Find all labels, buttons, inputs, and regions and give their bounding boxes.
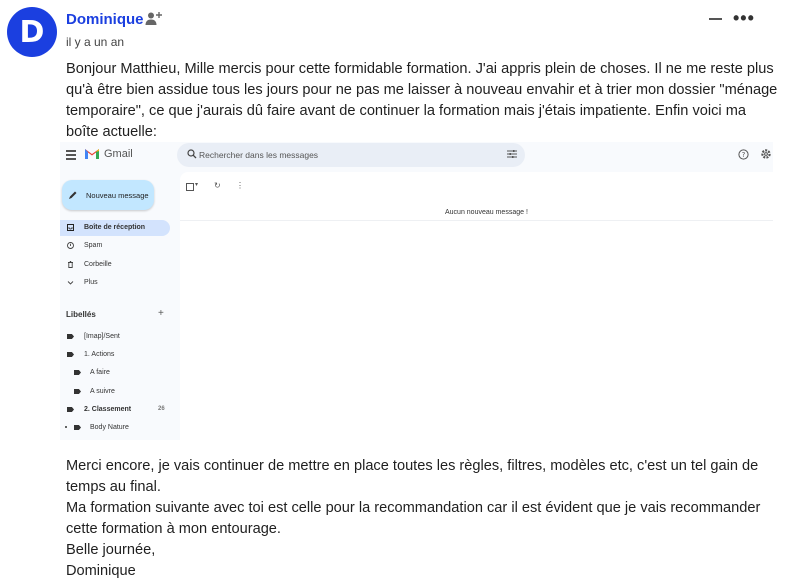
chevron-down-icon (67, 279, 74, 286)
comment-line: Belle journée, (66, 542, 156, 558)
label-tag-icon (74, 389, 81, 394)
collapse-button[interactable] (706, 12, 724, 26)
compose-label: Nouveau message (86, 191, 149, 200)
expand-dot-icon (65, 426, 67, 428)
label-name: A suivre (90, 388, 115, 395)
label-count: 26 (158, 406, 165, 412)
help-icon (738, 149, 749, 160)
more-options-button[interactable]: ••• (733, 8, 755, 28)
nav-item-trash (60, 257, 170, 273)
label-item (60, 329, 170, 345)
gmail-logo-icon (84, 147, 100, 160)
comment-line: Merci encore, je vais continuer de mettre en place toutes les règles, filtres, modèles etc, c'est un tel gain de temps au final. (66, 458, 759, 495)
nav-label: Plus (84, 279, 98, 286)
label-name: Body Nature (90, 424, 129, 431)
label-tag-icon (74, 370, 81, 375)
nav-label: Boîte de réception (84, 224, 146, 231)
nav-item-more (60, 275, 170, 291)
trash-icon (67, 261, 74, 268)
label-item (60, 384, 170, 400)
nav-label: Corbeille (84, 261, 112, 268)
label-name: 2. Classement (84, 406, 132, 413)
empty-inbox-message: Aucun nouveau message ! (445, 209, 528, 216)
add-label-icon: + (158, 308, 164, 319)
spam-icon (67, 242, 74, 249)
label-name: A faire (90, 369, 110, 376)
label-item (60, 420, 170, 436)
divider (180, 220, 773, 221)
label-name: 1. Actions (84, 351, 115, 358)
gmail-search-bar (177, 143, 525, 167)
gmail-app-name: Gmail (104, 148, 133, 160)
caret-down-icon: ▾ (195, 182, 199, 188)
nav-item-inbox (60, 220, 170, 236)
select-checkbox-icon (186, 183, 194, 191)
comment-paragraph-2 (66, 456, 782, 582)
comment-timestamp: il y a un an (66, 35, 125, 49)
comment-line: Ma formation suivante avec toi est celle pour la recommandation car il est évident que je vais recommander cette formation à mon entourage. (66, 500, 761, 537)
minus-icon (709, 18, 722, 20)
label-tag-icon (74, 425, 81, 430)
label-item (60, 347, 170, 363)
label-tag-icon (67, 334, 74, 339)
nav-item-spam (60, 238, 170, 254)
gmail-screenshot-image (60, 142, 773, 440)
menu-icon (66, 150, 76, 162)
add-user-icon[interactable] (145, 11, 163, 27)
search-icon (187, 149, 197, 159)
svg-text:?: ? (741, 151, 746, 159)
search-placeholder: Rechercher dans les messages (199, 150, 319, 160)
author-name[interactable]: Dominique (66, 11, 144, 28)
inbox-icon (67, 224, 74, 231)
kebab-menu-icon: ⋮ (236, 181, 244, 190)
label-item (60, 365, 170, 381)
refresh-icon: ↻ (214, 181, 221, 190)
label-tag-icon (67, 352, 74, 357)
label-name: [Imap]/Sent (84, 333, 120, 340)
label-tag-icon (67, 407, 74, 412)
gear-icon (760, 148, 772, 160)
comment-signature: Dominique (66, 563, 136, 579)
pencil-icon (68, 190, 78, 200)
compose-button (62, 180, 154, 210)
labels-heading: Libellés (66, 310, 96, 319)
comment-paragraph-1: Bonjour Matthieu, Mille mercis pour cette formidable formation. J'ai appris plein de choses. Il ne me reste plus qu'à être bien assidue tous les jours pour ne pas me laisser à nouveau envahir et à trier mon dossier "ménage temporaire", ce que j'aurais dû faire avant de continuer la formation mais j'étais impatiente. Enfin voici ma boîte actuelle: (66, 61, 778, 140)
tune-icon (507, 149, 517, 159)
label-item (60, 402, 170, 418)
nav-label: Spam (84, 242, 103, 249)
gmail-message-pane (180, 172, 773, 440)
avatar[interactable]: D (7, 7, 57, 57)
